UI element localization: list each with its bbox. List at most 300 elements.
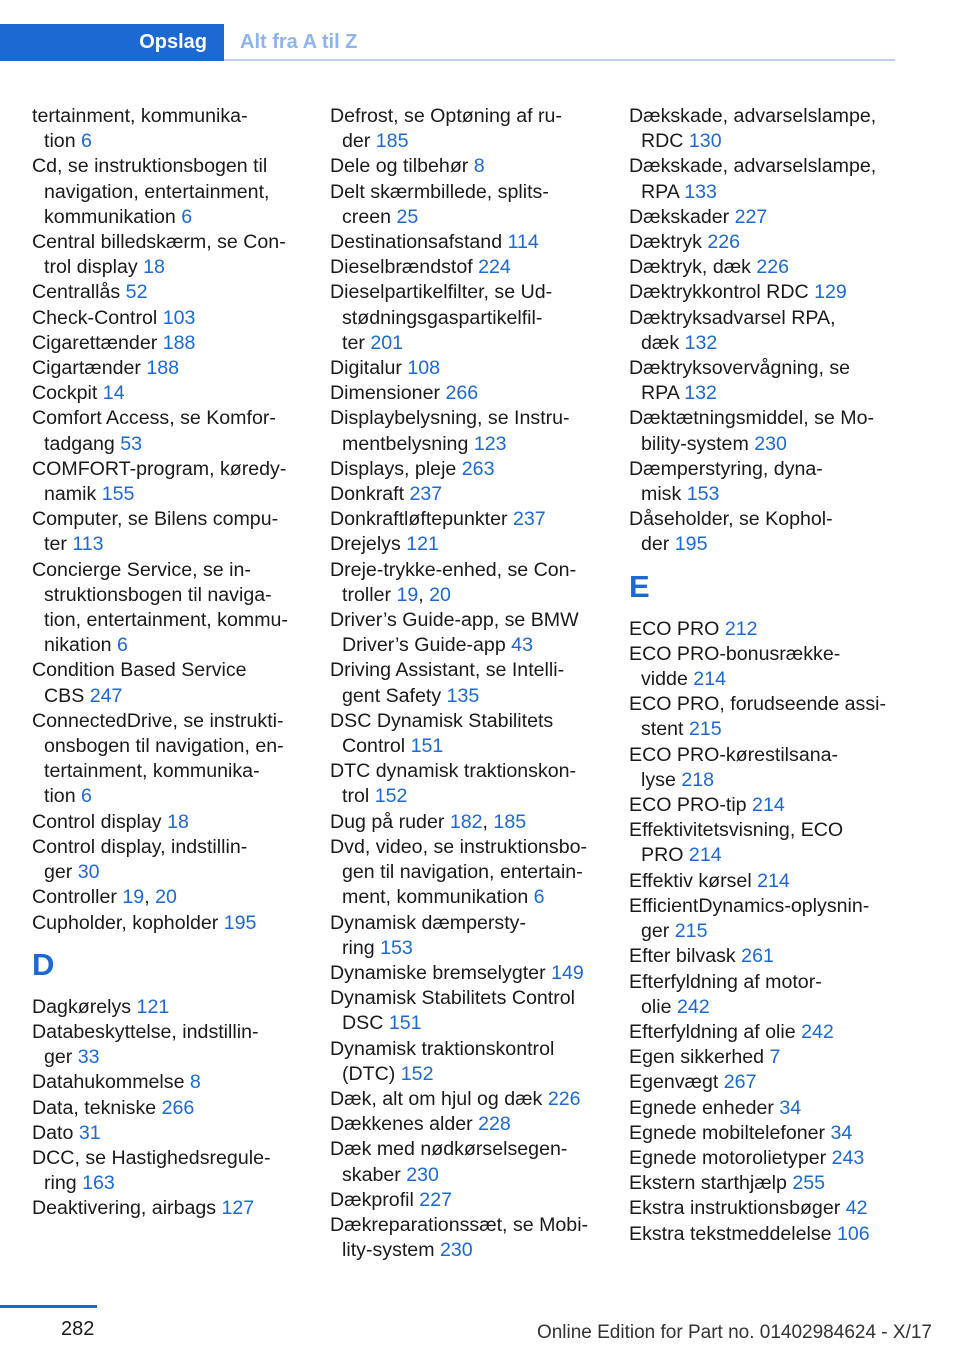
index-entry	[629, 642, 895, 692]
page-reference-link[interactable]: 14	[102, 382, 125, 405]
index-entry-text: Dreje-trykke-enhed, se Con-	[330, 558, 577, 581]
index-entry-text: Comfort Access, se Komfor-	[32, 407, 276, 430]
index-entry	[629, 406, 895, 456]
index-entry	[32, 658, 304, 708]
index-entry-text: COMFORT-program, køredy-	[32, 457, 287, 480]
index-entry-text: Central billedskærm, se Con-	[32, 231, 286, 254]
index-entry-text: namik	[44, 483, 97, 506]
page-reference-link[interactable]: 129	[814, 281, 847, 304]
index-entry	[32, 406, 304, 456]
index-entry	[629, 793, 895, 818]
index-entry-text: Ekstra tekstmeddelelse	[629, 1222, 832, 1245]
index-entry-text: Driver’s Guide-app	[342, 634, 506, 657]
page-reference-link[interactable]: 34	[830, 1121, 853, 1144]
index-entry-text: der	[342, 130, 371, 153]
index-entry	[32, 1196, 304, 1221]
page-reference-link[interactable]: 201	[370, 331, 404, 354]
page-reference-link[interactable]: 263	[461, 457, 495, 480]
index-entry	[32, 331, 304, 356]
page-reference-link[interactable]: 123	[473, 432, 507, 455]
index-entry-text: Databeskyttelse, indstillin-	[32, 1020, 259, 1043]
index-section-letter: E	[629, 568, 650, 604]
index-entry-text: trol	[342, 785, 370, 808]
page-reference-link[interactable]: 188	[146, 357, 180, 380]
index-entry-text: Dæktætningsmiddel, se Mo-	[629, 407, 875, 430]
page-reference-link[interactable]: 33	[77, 1046, 100, 1069]
index-entry	[629, 617, 895, 642]
page-reference-link[interactable]: 153	[686, 483, 720, 506]
index-entry-text: Dvd, video, se instruktionsbo-	[330, 835, 588, 858]
page-reference-link[interactable]: 226	[547, 1087, 581, 1110]
index-entry-text: Egenvægt	[629, 1071, 719, 1094]
index-entry	[330, 104, 602, 154]
page-reference-link[interactable]: 215	[688, 718, 722, 741]
page-reference-link[interactable]: 230	[439, 1239, 473, 1262]
index-entry: Dug på ruder 182, 185	[330, 810, 527, 833]
page-reference-link[interactable]: 20	[429, 583, 451, 606]
index-entry	[330, 406, 602, 456]
index-entry-text: Control display	[32, 810, 162, 833]
index-entry	[629, 1020, 895, 1045]
tab-alt-fra-a-til-z[interactable]: Alt fra A til Z	[240, 31, 358, 53]
index-entry	[629, 1222, 895, 1247]
index-entry-text: Cd, se instruktionsbogen til	[32, 155, 268, 178]
page-reference-link[interactable]: 228	[478, 1113, 511, 1136]
page-reference-link[interactable]: 149	[551, 961, 584, 984]
index-entry	[32, 709, 304, 810]
page-reference-link[interactable]: 152	[374, 785, 408, 808]
index-entry	[629, 1121, 895, 1146]
index-entry-text: Donkraft	[330, 483, 405, 506]
page-reference-link[interactable]: 19	[396, 583, 419, 606]
index-entry-text: Dæk med nødkørselsegen-	[330, 1138, 568, 1161]
index-entry-text: Dieselbrændstof	[330, 256, 473, 279]
index-entry	[629, 1171, 895, 1196]
index-entry	[330, 180, 602, 230]
index-entry-text: skaber	[342, 1163, 401, 1186]
index-entry-text: Dynamisk dæmpersty-	[330, 911, 526, 934]
index-entry-text: Egnede mobiltelefoner	[629, 1121, 826, 1144]
index-entry-text: Efterfyldning af motor-	[629, 970, 822, 993]
index-entry	[32, 104, 304, 154]
index-entry-text: Effektivitetsvisning, ECO	[629, 819, 844, 842]
index-entry-text: tertainment, kommunika-	[44, 760, 260, 783]
page-reference-link[interactable]: 152	[400, 1062, 434, 1085]
index-entry	[330, 457, 602, 482]
index-entry-text: Condition Based Service	[32, 659, 247, 682]
page-reference-link[interactable]: 224	[478, 256, 511, 279]
index-entry-text: Destinationsafstand	[330, 231, 503, 254]
index-entry-text: mentbelysning	[342, 432, 469, 455]
index-entry	[330, 709, 602, 759]
index-entry-text: bility-system	[641, 432, 749, 455]
index-entry-text: Dækskade, advarselslampe,	[629, 155, 877, 178]
index-entry	[32, 356, 304, 381]
index-entry-text: tion	[44, 130, 76, 153]
page-reference-link[interactable]: 8	[189, 1071, 201, 1094]
index-entry	[629, 205, 895, 230]
index-entry	[32, 995, 304, 1020]
page-reference-link[interactable]: 182	[449, 810, 483, 833]
index-entry-text: PRO	[641, 844, 684, 867]
page-reference-link[interactable]: 6	[81, 785, 92, 808]
page-reference-link[interactable]: 30	[77, 861, 100, 884]
index-section-letter: D	[32, 946, 55, 982]
index-entry-text: Dækprofil	[330, 1188, 414, 1211]
page-reference-link[interactable]: 133	[684, 180, 717, 203]
page-reference-link[interactable]: 135	[446, 684, 480, 707]
index-entry-text: ger	[44, 1046, 73, 1069]
index-entry	[32, 1070, 304, 1095]
index-entry-text: Drejelys	[330, 533, 401, 556]
page-reference-link[interactable]: 121	[406, 533, 439, 556]
index-entry	[32, 810, 304, 835]
index-column-3	[629, 104, 895, 1247]
index-entry	[629, 970, 895, 1020]
index-entry	[32, 558, 304, 659]
page-reference-link[interactable]: 121	[136, 995, 170, 1018]
index-entry-text: Concierge Service, se in-	[32, 558, 251, 581]
page-reference-link[interactable]: 227	[419, 1188, 452, 1211]
footer-rule	[0, 1305, 97, 1308]
index-entry	[330, 1188, 602, 1213]
index-entry	[330, 911, 602, 961]
page-reference-link[interactable]: 132	[684, 331, 718, 354]
index-entry-text: lity-system	[342, 1239, 435, 1262]
index-entry	[629, 507, 895, 557]
index-entry	[32, 381, 304, 406]
page-reference-link[interactable]: 185	[375, 130, 409, 153]
page-reference-link[interactable]: 214	[688, 844, 722, 867]
index-entry-text: ter	[44, 533, 67, 556]
index-entry	[629, 457, 895, 507]
index-entry-text: olie	[641, 995, 672, 1018]
page-reference-link[interactable]: 20	[155, 886, 177, 909]
index-entry-text: Control	[342, 735, 406, 758]
index-entry	[330, 154, 602, 179]
page-reference-link[interactable]: 266	[161, 1096, 195, 1119]
index-entry	[330, 255, 602, 280]
index-column-1	[32, 104, 304, 1222]
page-reference-link[interactable]: 230	[406, 1163, 439, 1186]
index-entry	[32, 154, 304, 230]
index-entry-text: Dagkørelys	[32, 995, 132, 1018]
page-reference-link[interactable]: 243	[831, 1146, 865, 1169]
index-entry-text: der	[641, 533, 670, 556]
page-reference-link[interactable]: 266	[445, 382, 479, 405]
page-reference-link[interactable]: 214	[693, 668, 726, 691]
index-entry-text: onsbogen til navigation, en-	[44, 735, 284, 758]
page-reference-link[interactable]: 188	[162, 331, 196, 354]
page-reference-link[interactable]: 153	[380, 936, 413, 959]
page-reference-link[interactable]: 108	[407, 357, 441, 380]
index-entry-text: Efterfyldning af olie	[629, 1020, 796, 1043]
index-entry-text: tertainment, kommunika-	[32, 105, 248, 127]
index-entry	[629, 692, 895, 742]
page-reference-link[interactable]: 247	[89, 684, 123, 707]
index-entry-text: Cigartænder	[32, 357, 141, 380]
page-reference-link[interactable]: 42	[845, 1197, 868, 1220]
index-entry-text: RDC	[641, 130, 684, 153]
index-entry-text: ConnectedDrive, se instrukti-	[32, 709, 284, 732]
index-entry	[629, 356, 895, 406]
index-entry-text: Dækkenes alder	[330, 1113, 473, 1136]
index-entry-text: Egen sikkerhed	[629, 1046, 765, 1069]
index-entry-text: DCC, se Hastighedsregule-	[32, 1146, 271, 1169]
index-entry	[32, 835, 304, 885]
index-entry-text: ECO PRO-tip	[629, 794, 747, 817]
page-reference-link[interactable]: 215	[674, 920, 708, 943]
index-entry	[629, 255, 895, 280]
tab-opslag[interactable]: Opslag	[0, 24, 224, 61]
index-entry-text: Dæktryk, dæk	[629, 256, 751, 279]
index-entry-text: navigation, entertainment,	[44, 180, 270, 203]
index-column-2	[330, 104, 602, 1263]
index-entry-text: vidde	[641, 668, 688, 691]
index-entry-text: Dieselpartikelfilter, se Ud-	[330, 281, 553, 304]
index-entry-text: stødningsgaspartikelfil-	[342, 306, 543, 329]
page-reference-link[interactable]: 214	[757, 869, 790, 892]
index-entry-text: tion, entertainment, kommu-	[44, 609, 288, 632]
index-entry	[32, 1020, 304, 1070]
page-reference-link[interactable]: 7	[769, 1046, 781, 1069]
index-entry-text: Driving Assistant, se Intelli-	[330, 659, 565, 682]
index-entry	[32, 1096, 304, 1121]
index-entry-text: Cockpit	[32, 382, 98, 405]
index-entry-text: Egnede enheder	[629, 1096, 774, 1119]
index-entry-text: Dug på ruder	[330, 810, 445, 833]
page-reference-link[interactable]: 226	[756, 256, 790, 279]
index-entry-text: Dæk, alt om hjul og dæk	[330, 1087, 543, 1110]
index-entry-text: Dynamisk traktionskontrol	[330, 1037, 555, 1060]
index-entry-text: Delt skærmbillede, splits-	[330, 180, 549, 203]
index-entry-text: Dato	[32, 1121, 74, 1144]
page-reference-link[interactable]: 227	[734, 205, 768, 228]
index-entry-text: troller	[342, 583, 391, 606]
index-entry-text: tion	[44, 785, 76, 808]
page-reference-link[interactable]: 43	[511, 634, 533, 657]
index-entry-text: ECO PRO	[629, 617, 720, 640]
page-reference-link[interactable]: 34	[779, 1096, 802, 1119]
index-entry-text: RPA	[641, 382, 679, 405]
page-reference-link[interactable]: 230	[754, 432, 787, 455]
index-entry-text: (DTC)	[342, 1062, 396, 1085]
page-reference-link[interactable]: 195	[223, 911, 257, 934]
index-entry	[330, 835, 602, 911]
index-entry	[629, 1045, 895, 1070]
page-reference-link[interactable]: 6	[533, 886, 545, 909]
index-entry-text: dæk	[641, 331, 680, 354]
page-reference-link[interactable]: 267	[723, 1071, 757, 1094]
index-entry-text: Dimensioner	[330, 382, 440, 405]
index-entry-text: Dæktryksovervågning, se	[629, 357, 851, 380]
page-reference-link[interactable]: 31	[78, 1121, 101, 1144]
index-entry	[330, 507, 602, 532]
page-reference-link[interactable]: 212	[724, 617, 758, 640]
index-entry-text: DSC Dynamisk Stabilitets	[330, 709, 554, 732]
index-entry	[330, 532, 602, 557]
index-entry-text: ter	[342, 331, 365, 354]
index-entry-text: Centrallås	[32, 281, 121, 304]
index-entry-text: Donkraftløftepunkter	[330, 508, 508, 531]
index-entry-text: RPA	[641, 180, 679, 203]
index-entry-text: nikation	[44, 634, 112, 657]
index-entry	[32, 457, 304, 507]
index-entry	[330, 1137, 602, 1187]
page-reference-link[interactable]: 6	[117, 634, 128, 657]
index-entry-text: Dæktryk	[629, 231, 702, 254]
page-reference-link[interactable]: 25	[396, 205, 419, 228]
page-reference-link[interactable]: 214	[752, 794, 785, 817]
index-entry	[32, 911, 304, 936]
index-entry-text: Cigarettænder	[32, 331, 158, 354]
index-entry-text: Dåseholder, se Kophol-	[629, 508, 833, 531]
index-entry	[629, 869, 895, 894]
index-entry	[330, 1112, 602, 1137]
page-reference-link[interactable]: 255	[792, 1172, 826, 1195]
index-entry-text: ger	[44, 861, 73, 884]
index-entry	[629, 280, 895, 305]
index-entry-text: Datahukommelse	[32, 1071, 185, 1094]
page-reference-link[interactable]: 103	[162, 306, 196, 329]
index-entry-text: EfficientDynamics-oplysnin-	[629, 894, 870, 917]
index-entry-text: ment, kommunikation	[342, 886, 529, 909]
index-entry-text: Driver’s Guide-app, se BMW	[330, 609, 579, 632]
index-entry-text: Ekstra instruktionsbøger	[629, 1197, 841, 1220]
index-entry	[32, 280, 304, 305]
index-entry	[629, 306, 895, 356]
index-entry-text: Control display, indstillin-	[32, 835, 248, 858]
index-entry-text: DSC	[342, 1012, 384, 1035]
page-reference-link[interactable]: 237	[512, 508, 546, 531]
index-entry-text: Dækreparationssæt, se Mobi-	[330, 1213, 589, 1236]
index-entry-text: Defrost, se Optøning af ru-	[330, 105, 562, 127]
index-entry-text: Dynamisk Stabilitets Control	[330, 987, 576, 1010]
index-entry-text: ECO PRO-bonusrække-	[629, 642, 841, 665]
index-entry-text: CBS	[44, 684, 85, 707]
page-reference-link[interactable]: 237	[409, 483, 443, 506]
index-entry	[32, 230, 304, 280]
index-entry	[330, 1037, 602, 1087]
index-entry	[629, 894, 895, 944]
tab-divider	[224, 59, 895, 61]
page-reference-link[interactable]: 151	[388, 1012, 422, 1035]
index-entry	[330, 759, 602, 809]
index-entry-text: Egnede motorolietyper	[629, 1146, 827, 1169]
page-reference-link[interactable]: 242	[676, 995, 710, 1018]
page-reference-link[interactable]: 114	[507, 231, 539, 254]
index-entry	[32, 507, 304, 557]
page-reference-link[interactable]: 8	[473, 155, 485, 178]
page-reference-link[interactable]: 130	[688, 130, 722, 153]
index-entry-text: Efter bilvask	[629, 945, 736, 968]
index-entry-text: misk	[641, 483, 682, 506]
index-entry-text: ECO PRO, forudseende assi-	[629, 693, 887, 716]
page-reference-link[interactable]: 19	[122, 886, 145, 909]
page-reference-link[interactable]: 52	[125, 281, 148, 304]
index-entry: Dreje-trykke-enhed, se Con- troller 19, 20	[330, 558, 577, 606]
page-reference-link[interactable]: 18	[143, 256, 165, 279]
page-number: 282	[61, 1318, 95, 1340]
index-entry	[330, 1213, 602, 1263]
index-entry-text: lyse	[641, 768, 676, 791]
header-tabs	[0, 24, 895, 61]
index-entry	[32, 306, 304, 331]
index-entry-text: Check-Control	[32, 306, 158, 329]
page-reference-link[interactable]: 195	[674, 533, 708, 556]
index-entry	[629, 154, 895, 204]
page-reference-link[interactable]: 113	[72, 533, 104, 556]
index-entry-text: Displaybelysning, se Instru-	[330, 407, 570, 430]
index-entry-text: Dæmperstyring, dyna-	[629, 457, 823, 480]
index-entry	[330, 658, 602, 708]
index-entry-text: Dæktryksadvarsel RPA,	[629, 306, 836, 329]
index-entry-text: DTC dynamisk traktionskon-	[330, 760, 577, 783]
index-entry-text: Dækskader	[629, 205, 730, 228]
index-entry	[629, 104, 895, 154]
index-entry-text: trol display	[44, 256, 138, 279]
page-reference-link[interactable]: 132	[684, 382, 717, 405]
index-entry-text: ring	[342, 936, 375, 959]
index-entry-text: Digitalur	[330, 357, 402, 380]
index-entry	[629, 1196, 895, 1221]
index-entry	[330, 986, 602, 1036]
page-reference-link[interactable]: 242	[801, 1020, 834, 1043]
index-entry	[629, 944, 895, 969]
index-entry-text: ring	[44, 1172, 77, 1195]
index-entry	[629, 743, 895, 793]
index-entry	[629, 1146, 895, 1171]
page-reference-link[interactable]: 261	[741, 945, 774, 968]
index-entry-text: Data, tekniske	[32, 1096, 157, 1119]
page-reference-link[interactable]: 127	[221, 1197, 255, 1220]
index-entry-text: ger	[641, 920, 670, 943]
index-entry-text: creen	[342, 205, 392, 228]
page-reference-link[interactable]: 155	[101, 483, 135, 506]
index-entry	[629, 818, 895, 868]
page-reference-link[interactable]: 151	[410, 735, 444, 758]
index-entry-text: Dækskade, advarselslampe,	[629, 105, 877, 127]
index-entry	[330, 230, 602, 255]
index-entry	[330, 280, 602, 356]
page-reference-link[interactable]: 226	[707, 231, 741, 254]
index-entry	[330, 381, 602, 406]
index-entry-text: Dele og tilbehør	[330, 155, 469, 178]
index-entry	[330, 608, 602, 658]
index-entry-text: Dynamiske bremselygter	[330, 961, 546, 984]
index-entry-text: Effektiv kørsel	[629, 869, 752, 892]
page-reference-link[interactable]: 106	[837, 1222, 870, 1245]
page-reference-link[interactable]: 6	[81, 130, 92, 153]
index-entry	[629, 230, 895, 255]
index-entry	[32, 1121, 304, 1146]
page-reference-link[interactable]: 6	[181, 205, 193, 228]
page-reference-link[interactable]: 185	[493, 810, 527, 833]
index-entry-text: tadgang	[44, 432, 115, 455]
index-entry-text: ECO PRO-kørestilsana-	[629, 743, 839, 766]
index-entry-text: Dæktrykkontrol RDC	[629, 281, 809, 304]
index-entry	[330, 961, 602, 986]
page-reference-link[interactable]: 18	[167, 810, 189, 833]
page-reference-link[interactable]: 218	[681, 768, 715, 791]
index-entry-text: stent	[641, 718, 684, 741]
page-reference-link[interactable]: 163	[82, 1172, 115, 1195]
index-entry-text: Ekstern starthjælp	[629, 1172, 787, 1195]
edition-note: Online Edition for Part no. 01402984624 - X/17	[536, 1322, 932, 1343]
index-entry-text: kommunikation	[44, 205, 176, 228]
index-entry-text: gen til navigation, entertain-	[342, 861, 583, 884]
page-reference-link[interactable]: 53	[120, 432, 143, 455]
